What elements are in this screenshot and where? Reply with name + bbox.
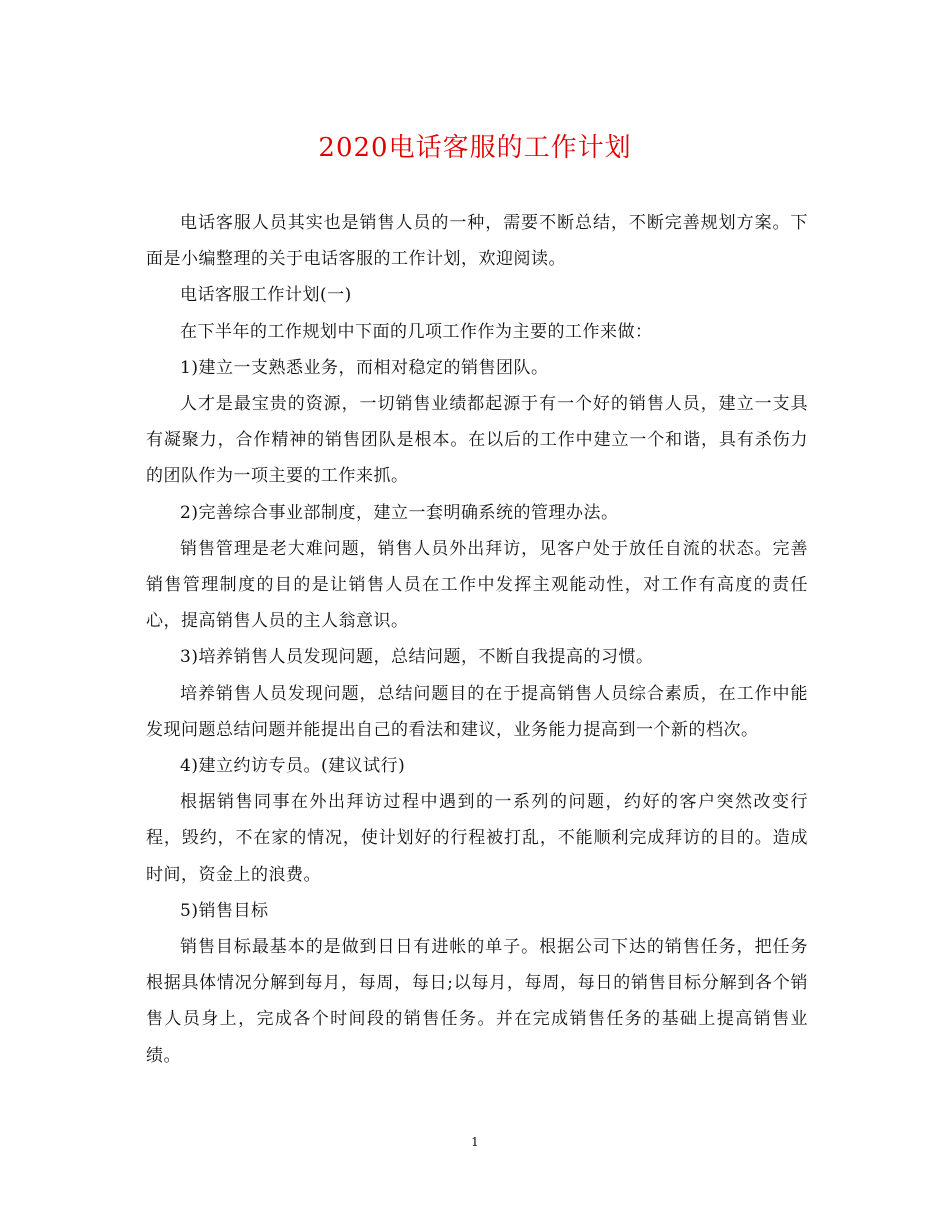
paragraph-item-5: 销售目标最基本的是做到日日有进帐的单子。根据公司下达的销售任务，把任务根据具体情况分解到每月，每周，每日;以每月，每周，每日的销售目标分解到各个销售人员身上，完成各个时间段的销售任务。并在完成销售任务的基础上提高销售业绩。: [146, 937, 808, 1066]
section-heading-plan-one: 电话客服工作计划(一): [180, 285, 352, 306]
paragraph-item-2: 销售管理是老大难问题，销售人员外出拜访，见客户处于放任自流的状态。完善销售管理制度的目的是让销售人员在工作中发挥主观能动性，对工作有高度的责任心，提高销售人员的主人翁意识。: [146, 538, 808, 632]
item-heading-1: 1)建立一支熟悉业务，而相对稳定的销售团队。: [180, 357, 549, 378]
item-heading-4: 4)建立约访专员。(建议试行): [180, 756, 406, 777]
document-title: 2020电话客服的工作计划: [318, 133, 632, 163]
paragraph-item-1: 人才是最宝贵的资源，一切销售业绩都起源于有一个好的销售人员，建立一支具有凝聚力，合作精神的销售团队是根本。在以后的工作中建立一个和谐，具有杀伤力的团队作为一项主要的工作来抓。: [146, 394, 808, 487]
paragraph-plan-lead: 在下半年的工作规划中下面的几项工作作为主要的工作来做：: [180, 321, 653, 342]
paragraph-intro: 电话客服人员其实也是销售人员的一种，需要不断总结，不断完善规划方案。下面是小编整理的关于电话客服的工作计划，欢迎阅读。: [146, 213, 808, 270]
item-heading-5: 5)销售目标: [180, 900, 269, 921]
item-heading-3: 3)培养销售人员发现问题，总结问题，不断自我提高的习惯。: [180, 647, 654, 668]
paragraph-item-3: 培养销售人员发现问题，总结问题目的在于提高销售人员综合素质，在工作中能发现问题总结问题并能提出自己的看法和建议，业务能力提高到一个新的档次。: [146, 683, 808, 740]
document-body: [146, 205, 808, 1074]
item-heading-2: 2)完善综合事业部制度，建立一套明确系统的管理办法。: [180, 502, 619, 523]
page-number: 1: [471, 1135, 479, 1149]
paragraph-item-4: 根据销售同事在外出拜访过程中遇到的一系列的问题，约好的客户突然改变行程，毁约，不在家的情况，使计划好的行程被打乱，不能顺利完成拜访的目的。造成时间，资金上的浪费。: [146, 792, 808, 885]
